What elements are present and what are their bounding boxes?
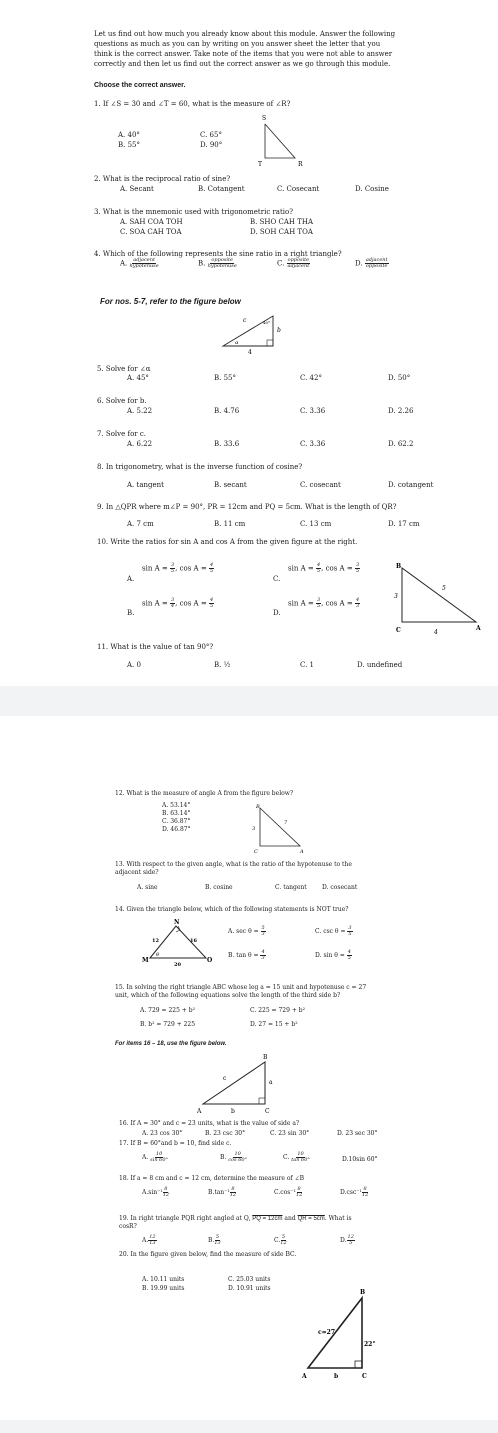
q9-d: D. 17 cm	[388, 520, 420, 528]
q8-a: A. tangent	[127, 481, 164, 489]
q2-c: C. Cosecant	[277, 185, 320, 193]
q11-d: D. undefined	[357, 661, 403, 669]
q4-b-den: hypotenuse	[207, 263, 237, 269]
q14-a: A. sec θ = $\frac{5}{3}$	[228, 925, 265, 937]
q8-b: B. secant	[214, 481, 247, 489]
q6-c: C. 3.36	[300, 407, 326, 415]
q3-b: B. SHO CAH THA	[250, 218, 314, 226]
svg-text:3: 3	[394, 593, 398, 600]
q12-b: B. 63.14°	[162, 810, 191, 817]
q13-a: A. sine	[137, 884, 158, 891]
q12-a: A. 53.14°	[162, 802, 191, 809]
q14-triangle-figure	[140, 918, 215, 968]
svg-text:M: M	[142, 957, 149, 964]
ref-5-7: For nos. 5-7, refer to the figure below	[100, 297, 241, 306]
svg-text:B: B	[360, 1289, 366, 1296]
q11-stem: 11. What is the value of tan 90°?	[97, 643, 214, 651]
q1-c: C. 65°	[200, 131, 222, 139]
svg-text:A: A	[300, 849, 304, 854]
q17-a: A. $\frac{10}{\sin 60^\circ}$	[142, 1151, 169, 1163]
q1-triangle-figure	[250, 112, 310, 172]
svg-text:b: b	[231, 1108, 235, 1114]
q2-d: D. Cosine	[355, 185, 389, 193]
svg-text:16: 16	[190, 938, 197, 944]
q1-fig-t: T	[258, 161, 263, 168]
q18-b: B.tan⁻¹ $\frac{8}{12}$	[208, 1186, 237, 1198]
svg-text:3: 3	[252, 826, 256, 832]
svg-text:C: C	[362, 1373, 367, 1380]
q4-c-num: opposite	[287, 257, 310, 263]
svg-text:θ: θ	[156, 952, 160, 958]
q3-d: D. SOH CAH TOA	[250, 228, 313, 236]
q1-fig-r: R	[298, 161, 303, 168]
ref-16-18: For items 16 – 18, use the figure below.	[115, 1041, 227, 1047]
q11-b: B. ½	[214, 661, 231, 669]
svg-text:C: C	[254, 849, 258, 854]
q17-b: B. $\frac{10}{\cos 60^\circ}$	[220, 1151, 248, 1163]
svg-text:A: A	[302, 1373, 307, 1380]
q9-c: C. 13 cm	[300, 520, 332, 528]
page-separator	[0, 686, 498, 716]
svg-text:A: A	[197, 1108, 202, 1114]
q7-c: C. 3.36	[300, 440, 326, 448]
q2-a: A. Secant	[120, 185, 154, 193]
q15-stem-2: unit, which of the following equations solve the length of the third side b?	[115, 992, 341, 999]
q7-a: A. 6.22	[127, 440, 153, 448]
q9-stem: 9. In △QPR where m∠P = 90°, PR = 12cm and PQ = 5cm. What is the length of QR?	[97, 503, 397, 511]
q6-a: A. 5.22	[127, 407, 153, 415]
page-one	[0, 0, 498, 686]
q5-stem: 5. Solve for ∠α	[97, 365, 151, 373]
q4-c: C. $\frac{\text{opposite}}{\text{adjacent}}$	[277, 257, 310, 269]
q10-b-expr: sin A = $\frac{3}{4}$ , cos A = $\frac{4}{5}$	[142, 597, 214, 609]
q3-stem: 3. What is the mnemonic used with trigonometric ratio?	[94, 208, 294, 216]
intro-line-3: think is the correct answer. Take note of the items that you were not able to answer	[94, 50, 393, 58]
intro-line-1: Let us find out how much you already know about this module. Answer the following	[94, 30, 396, 38]
svg-text:c=27: c=27	[318, 1329, 336, 1336]
q5-b: B. 55°	[214, 374, 237, 382]
q8-stem: 8. In trigonometry, what is the inverse function of cosine?	[97, 463, 303, 471]
q10-c-letter: C.	[273, 575, 281, 583]
q12-triangle-figure	[250, 802, 310, 854]
q4-stem: 4. Which of the following represents the sine ratio in a right triangle?	[94, 250, 342, 258]
q10-triangle-figure	[390, 560, 490, 640]
q5-c: C. 42°	[300, 374, 322, 382]
svg-text:N: N	[174, 919, 180, 926]
svg-text:a: a	[269, 1079, 273, 1086]
fig-5-7-triangle	[215, 308, 295, 358]
q18-a: A.sin⁻¹ $\frac{8}{12}$	[142, 1186, 170, 1198]
q4-b-num: opposite	[211, 257, 233, 263]
q20-c: C. 25.03 units	[228, 1276, 271, 1283]
intro-line-2: questions as much as you can by writing on you answer sheet the letter that you	[94, 40, 381, 48]
q3-a: A. SAH COA TOH	[120, 218, 183, 226]
q20-b: B. 19.99 units	[142, 1285, 185, 1292]
q1-b: B. 55°	[118, 141, 141, 149]
q1-stem: 1. If ∠S = 30 and ∠T = 60, what is the measure of ∠R?	[94, 100, 291, 108]
q19-stem-2: cosR?	[119, 1223, 137, 1230]
q20-stem: 20. In the figure given below, find the measure of side BC.	[119, 1251, 297, 1258]
q16-b: B. 23 csc 30°	[205, 1130, 246, 1137]
q4-c-den: adjacent	[287, 263, 310, 269]
q3-c: C. SOA CAH TOA	[120, 228, 182, 236]
q15-a: A. 729 = 225 + b²	[140, 1007, 195, 1014]
page-two	[0, 716, 498, 1420]
q16-c: C. 23 sin 30°	[270, 1130, 310, 1137]
fig-16-18-triangle	[195, 1054, 285, 1114]
q4-d-num: adjacent	[365, 257, 388, 263]
q18-stem: 18. If a = 8 cm and c = 12 cm, determine the measure of ∠B	[119, 1175, 304, 1182]
q10-a-expr: sin A = $\frac{3}{5}$ , cos A = $\frac{4}{5}$	[142, 562, 214, 574]
q10-c-expr: sin A = $\frac{4}{5}$ , cos A = $\frac{3}{5}$	[288, 562, 360, 574]
q14-d: D. sin θ = $\frac{4}{5}$	[315, 949, 351, 961]
q11-a: A. 0	[127, 661, 141, 669]
q7-d: D. 62.2	[388, 440, 414, 448]
q4-a: A. $\frac{\text{adjacent}}{\text{hypotenuse}}$	[120, 257, 159, 269]
fig57-angle: 40°	[263, 320, 271, 325]
svg-text:22°: 22°	[364, 1341, 376, 1348]
q13-stem-1: 13. With respect to the given angle, what is the ratio of the hypotenuse to the	[115, 861, 352, 868]
q10-d-expr: sin A = $\frac{3}{5}$ , cos A = $\frac{4}{3}$	[288, 597, 360, 609]
q15-d: D. 27 = 15 + b²	[250, 1021, 298, 1028]
q10-a-letter: A.	[127, 575, 135, 583]
svg-text:b: b	[334, 1373, 339, 1380]
q12-stem: 12. What is the measure of angle A from the figure below?	[115, 790, 294, 797]
q17-stem: 17. If B = 60°and b = 10, find side c.	[119, 1140, 232, 1147]
intro-line-4: correctly and then let us find out the correct answer as we go through this module.	[94, 60, 391, 68]
q15-stem-1: 15. In solving the right triangle ABC whose leg a = 15 unit and hypotenuse c = 27	[115, 984, 367, 991]
q7-b: B. 33.6	[214, 440, 240, 448]
fig57-alpha: α	[235, 340, 239, 346]
q5-d: D. 50°	[388, 374, 411, 382]
fig57-b: b	[277, 327, 281, 334]
svg-text:B: B	[263, 1054, 268, 1061]
q6-d: D. 2.26	[388, 407, 414, 415]
svg-text:20: 20	[174, 962, 181, 968]
q1-d: D. 90°	[200, 141, 223, 149]
q2-stem: 2. What is the reciprocal ratio of sine?	[94, 175, 231, 183]
q6-b: B. 4.76	[214, 407, 240, 415]
fig57-four: 4	[248, 349, 252, 356]
q13-b: B. cosine	[205, 884, 233, 891]
q4-d: D. $\frac{\text{adjacent}}{\text{opposite}}$	[355, 257, 388, 269]
svg-text:A: A	[476, 625, 481, 632]
svg-text:c: c	[223, 1075, 227, 1082]
q19-b: B. $\frac{5}{13}$	[208, 1234, 221, 1246]
q10-d-letter: D.	[273, 609, 281, 617]
q19-a: A. $\frac{12}{13}$	[142, 1234, 156, 1246]
q18-c: C.cos⁻¹ $\frac{8}{12}$	[274, 1186, 303, 1198]
q16-stem: 16. If A = 30° and c = 23 units, what is the value of side a?	[119, 1120, 300, 1127]
q17-c: C. $\frac{10}{\tan 60^\circ}$	[283, 1151, 310, 1163]
q13-d: D. cosecant	[322, 884, 358, 891]
q12-d: D. 46.87°	[162, 826, 191, 833]
q6-stem: 6. Solve for b.	[97, 397, 147, 405]
q7-stem: 7. Solve for c.	[97, 430, 146, 438]
svg-text:4: 4	[434, 629, 438, 636]
svg-text:O: O	[207, 957, 213, 964]
q19-d: D. $\frac{12}{5}$	[340, 1234, 354, 1246]
q4-b: B. $\frac{\text{opposite}}{\text{hypotenuse}}$	[198, 257, 237, 269]
q13-stem-2: adjacent side?	[115, 869, 159, 876]
q10-stem: 10. Write the ratios for sin A and cos A from the given figure at the right.	[97, 538, 358, 546]
q13-c: C. tangent	[275, 884, 307, 891]
q10-b-letter: B.	[127, 609, 135, 617]
page-bottom-gap	[0, 1420, 498, 1433]
q12-c: C. 36.87°	[162, 818, 191, 825]
q14-b: B. tan θ = $\frac{4}{3}$	[228, 949, 265, 961]
q5-a: A. 45°	[127, 374, 149, 382]
svg-text:12: 12	[152, 938, 159, 944]
svg-text:B: B	[396, 563, 402, 570]
q16-d: D. 23 sec 30°	[337, 1130, 378, 1137]
svg-text:C: C	[265, 1108, 270, 1114]
q4-d-den: opposite	[365, 263, 388, 269]
q20-a: A. 10.11 units	[142, 1276, 185, 1283]
q14-c: C. csc θ = $\frac{3}{5}$	[315, 925, 352, 937]
svg-text:B: B	[256, 804, 260, 810]
heading: Choose the correct answer.	[94, 82, 186, 89]
q8-c: C. cosecant	[300, 481, 341, 489]
q1-a: A. 40°	[118, 131, 140, 139]
q15-c: C. 225 = 729 + b²	[250, 1007, 306, 1014]
q18-d: D.csc⁻¹ $\frac{8}{12}$	[340, 1186, 369, 1198]
q15-b: B. b² = 729 + 225	[140, 1021, 196, 1028]
q19-c: C. $\frac{5}{12}$	[274, 1234, 287, 1246]
q19-stem: 19. In right triangle PQR right angled at Q, PQ = 12cm and QR = 5cm. What is	[119, 1215, 352, 1222]
q9-a: A. 7 cm	[127, 520, 154, 528]
q1-fig-s: S	[262, 115, 267, 122]
q4-a-num: adjacent	[133, 257, 155, 263]
q14-stem: 14. Given the triangle below, which of the following statements is NOT true?	[115, 906, 349, 913]
q9-b: B. 11 cm	[214, 520, 246, 528]
svg-text:7: 7	[284, 820, 288, 826]
q17-d: D.10sin 60°	[342, 1156, 378, 1163]
svg-text:5: 5	[442, 585, 446, 592]
q4-a-den: hypotenuse	[129, 263, 159, 269]
q20-triangle-figure	[300, 1286, 380, 1386]
svg-text:C: C	[396, 627, 401, 634]
q8-d: D. cotangent	[388, 481, 434, 489]
q20-d: D. 10.91 units	[228, 1285, 271, 1292]
q11-c: C. 1	[300, 661, 315, 669]
q2-b: B. Cotangent	[198, 185, 245, 193]
fig57-c: c	[243, 317, 247, 324]
q16-a: A. 23 cos 30°	[142, 1130, 183, 1137]
